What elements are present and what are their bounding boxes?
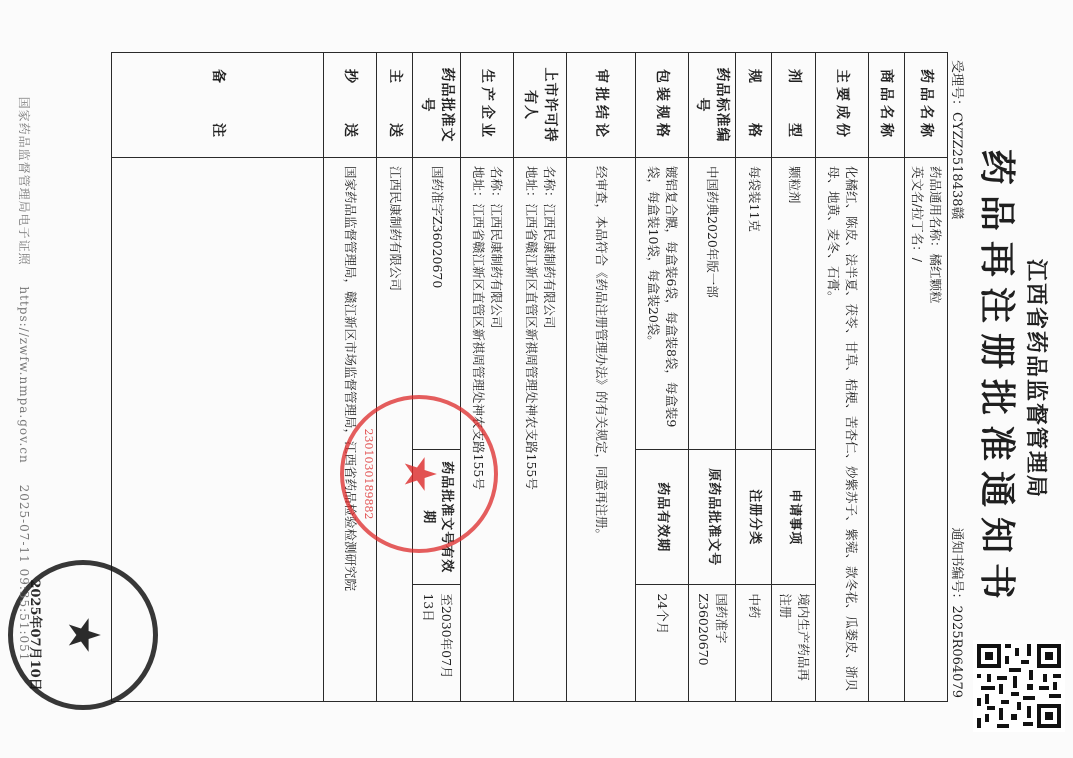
drug-name-value [904,158,947,702]
dosage-form-label: 剂 型 [772,53,815,158]
application-type-label: 申请事项 [772,450,815,585]
trade-name-label: 商品名称 [868,53,904,158]
table-row [324,53,377,702]
table-row [815,53,868,702]
star-icon: ★ [58,615,109,655]
mah-name: 名称：江西民康制药有限公司 [542,166,558,329]
package-value: 镀铝复合膜，每盒装6袋，每盒装8袋，每盒装9袋，每盒装10袋，每盒装20袋。 [635,158,688,450]
generic-name: 药品通用名称：橘红颗粒 [928,166,943,304]
category-value: 中药 [736,585,772,702]
english-name: 英文名/拉丁名：/ [909,166,925,262]
remark-label: 备 注 [112,53,324,158]
table-row [635,53,688,702]
document-title: 药品再注册批准通知书 [976,148,1018,609]
standard-value: 中国药典2020年版一部 [688,158,736,450]
qr-code-icon [973,640,1065,732]
table-row [413,53,461,702]
approval-validity-label: 药品批准文号有效期 [413,450,461,585]
conclusion-value: 经审查，本品符合《药品注册管理办法》的有关规定，同意再注册。 [566,158,635,702]
table-row [736,53,772,702]
footer-site: 国家药品监督管理局电子证照 [17,96,31,266]
application-type-value: 境内生产药品再注册 [772,585,815,702]
ingredients-label: 主要成份 [815,53,868,158]
notice-number: 通知书编号：2025R064079 [949,527,964,698]
table-row [772,53,815,702]
authority-seal-date: 2025年07月10日 [27,579,42,691]
table-row [904,53,947,702]
ingredients-value: 化橘红、陈皮、法半夏、茯苓、甘草、桔梗、苦杏仁、炒紫苏子、紫菀、款冬花、瓜蒌皮、浙贝母、地黄、麦冬、石膏。 [815,158,868,702]
issuing-agency: 江西省药品监督管理局 [1023,258,1049,499]
approval-validity-value: 至2030年07月13日 [413,585,461,702]
dosage-form-value: 颗粒剂 [772,158,815,450]
company-seal-stamp [340,395,498,553]
footer-timestamp: 2025-07-11 09:35:51:051 [17,484,31,662]
recipient-label: 主 送 [377,53,413,158]
table-row [566,53,635,702]
spec-label: 规 格 [736,53,772,158]
category-label: 注册分类 [736,450,772,585]
footer-watermark [16,0,33,758]
mah-address: 地址：江西省赣江新区直管区新祺周管理处神农支路155号 [523,166,539,490]
orig-approval-label: 原药品批准文号 [688,450,736,585]
approval-table [111,52,948,702]
drug-name-label: 药品名称 [904,53,947,158]
acceptance-number: 受理号：CYZZ2518438赣 [949,60,964,220]
star-icon: ★ [394,454,445,494]
company-seal-number: 2301030189882 [362,428,375,520]
mah-value [513,158,566,702]
cc-label: 抄 送 [324,53,377,158]
table-row [460,53,513,702]
validity-label: 药品有效期 [635,450,688,585]
cc-value: 国家药品监督管理局，赣江新区市场监督管理局，江西省药品检验检测研究院 [324,158,377,702]
validity-value: 24个月 [635,585,688,702]
table-row [513,53,566,702]
package-label: 包装规格 [635,53,688,158]
approval-no-label: 药品批准文号 [413,53,461,158]
manufacturer-label: 生产企业 [460,53,513,158]
approval-no-value: 国药准字Z36020670 [413,158,461,450]
footer-url: https://zwfw.nmpa.gov.cn [17,286,31,464]
orig-approval-value: 国药准字Z36020670 [688,585,736,702]
manufacturer-address: 地址：江西省赣江新区直管区新祺周管理处神农支路155号 [470,166,486,490]
trade-name-value [868,158,904,702]
standard-label: 药品标准编号 [688,53,736,158]
table-row [377,53,413,702]
recipient-value: 江西民康制药有限公司 [377,158,413,702]
table-row [868,53,904,702]
conclusion-label: 审批结论 [566,53,635,158]
table-row [688,53,736,702]
manufacturer-name: 名称：江西民康制药有限公司 [489,166,505,329]
spec-value: 每袋装11克 [736,158,772,450]
mah-label: 上市许可持有人 [513,53,566,158]
